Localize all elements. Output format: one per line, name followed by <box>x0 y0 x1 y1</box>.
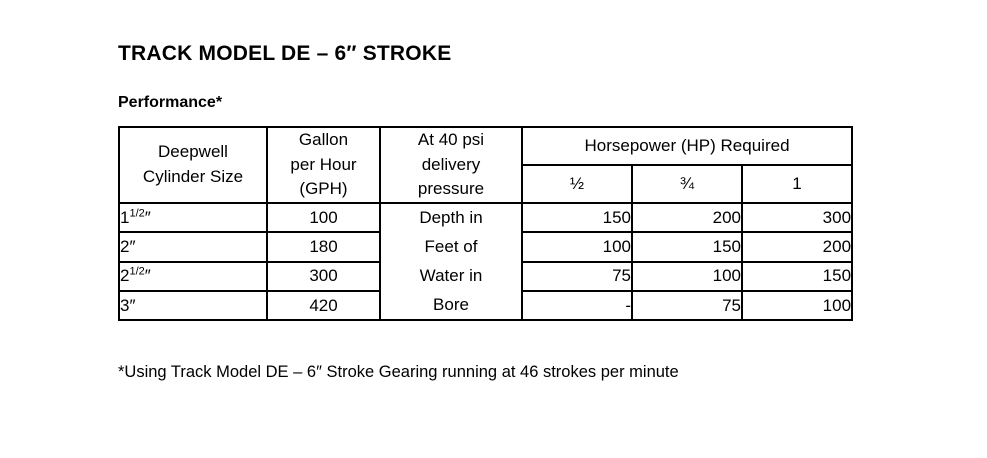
cell-cylinder-size <box>119 291 267 320</box>
header-pressure-line2: delivery <box>421 154 481 174</box>
cylinder-main: 3 <box>120 295 130 315</box>
header-gph-line3: (GPH) <box>299 179 348 199</box>
cylinder-unit: ″ <box>144 266 151 286</box>
cell-cylinder-size <box>119 232 267 261</box>
cell-hp-one: 300 <box>742 203 852 232</box>
cylinder-unit: ″ <box>129 237 136 256</box>
cell-gph: 420 <box>267 291 380 320</box>
page-title: TRACK MODEL DE – 6″ STROKE <box>118 42 452 65</box>
depth-line3: Water in <box>419 265 483 285</box>
header-hp-three-quarter: ¾ <box>632 165 742 203</box>
cylinder-unit: ″ <box>129 295 136 315</box>
header-cylinder-size-line1: Deepwell <box>158 142 228 162</box>
cylinder-fraction: 1/2 <box>129 206 145 219</box>
cell-gph: 100 <box>267 203 380 232</box>
depth-line1: Depth in <box>419 207 483 227</box>
header-delivery-pressure <box>380 127 522 203</box>
cell-hp-half: - <box>522 291 632 320</box>
cell-cylinder-size <box>119 203 267 232</box>
cylinder-main: 2 <box>120 237 130 256</box>
table-header-row-1 <box>119 127 852 165</box>
cell-gph: 180 <box>267 232 380 261</box>
cell-hp-three-quarter: 200 <box>632 203 742 232</box>
section-subtitle: Performance* <box>118 94 223 111</box>
cell-hp-one: 150 <box>742 262 852 291</box>
header-cylinder-size-line2: Cylinder Size <box>142 166 244 186</box>
cell-hp-three-quarter: 150 <box>632 232 742 261</box>
header-pressure-line1: At 40 psi <box>417 130 485 149</box>
cell-hp-half: 75 <box>522 262 632 291</box>
cell-hp-three-quarter: 100 <box>632 262 742 291</box>
header-gph-line1: Gallon <box>298 130 349 149</box>
header-cylinder-size <box>119 127 267 203</box>
cylinder-fraction: 1/2 <box>129 265 145 278</box>
header-horsepower-group: Horsepower (HP) Required <box>522 127 852 165</box>
cell-hp-one: 200 <box>742 232 852 261</box>
cylinder-main: 2 <box>120 266 130 286</box>
cylinder-main: 1 <box>120 207 130 227</box>
table-row <box>119 203 852 232</box>
depth-line2: Feet of <box>424 236 478 256</box>
cell-hp-three-quarter: 75 <box>632 291 742 320</box>
header-hp-one: 1 <box>742 165 852 203</box>
cell-hp-half: 100 <box>522 232 632 261</box>
header-gph <box>267 127 380 203</box>
cell-gph: 300 <box>267 262 380 291</box>
header-hp-half: ½ <box>522 165 632 203</box>
cell-hp-half: 150 <box>522 203 632 232</box>
header-gph-line2: per Hour <box>290 154 357 174</box>
cell-depth-label <box>380 203 522 321</box>
performance-table <box>118 126 853 321</box>
depth-line4: Bore <box>433 294 469 314</box>
table-header <box>119 127 852 203</box>
cell-cylinder-size <box>119 262 267 291</box>
cylinder-unit: ″ <box>144 207 151 227</box>
header-pressure-line3: pressure <box>417 179 485 199</box>
table-body <box>119 203 852 321</box>
cell-hp-one: 100 <box>742 291 852 320</box>
footnote: *Using Track Model DE – 6″ Stroke Gearing running at 46 strokes per minute <box>118 363 679 382</box>
